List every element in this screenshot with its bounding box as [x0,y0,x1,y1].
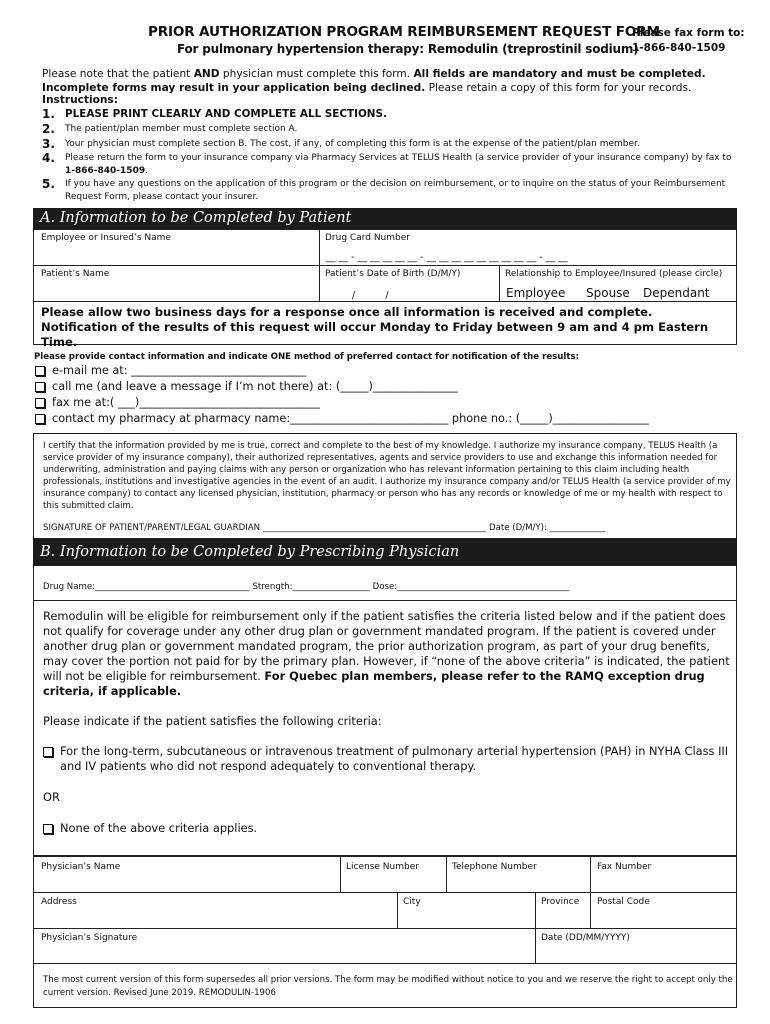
instruction-number: 4. [42,151,55,165]
divider [499,265,500,302]
instruction-item [42,178,742,204]
physician-signature-label: Physician’s Signature [41,933,138,943]
instruction-number: 5. [42,177,55,191]
instruction-text: PLEASE PRINT CLEARLY AND COMPLETE ALL SECTIONS. [65,108,387,120]
date-field[interactable] [536,945,736,963]
telephone-number-field[interactable] [447,873,589,891]
divider [33,892,737,893]
divider [33,928,737,929]
relationship-dependant-option[interactable]: Dependant [643,286,710,300]
relationship-employee-option[interactable]: Employee [506,286,566,300]
instruction-number: 3. [42,137,55,151]
footer-text: The most current version of this form supersedes all prior versions. The form may be modified without notice to you and we reserve the right to accept only the current version. Revised June 2019. REMODULIN-1906 [43,975,733,998]
instruction-text: Your physician must complete section B. The cost, if any, of completing this form is at the expense of the patient/plan member. [65,139,640,149]
contact-option-fax[interactable] [35,396,320,409]
intro-note-d: Please retain a copy of this form for your records. [425,82,692,94]
city-field[interactable] [398,909,534,927]
drug-card-field[interactable]: __ __ - __ __ __ __ __ - __ __ __ __ __ __ __ __ __ - __ __ [326,252,568,263]
drug-card-label: Drug Card Number [325,233,410,243]
divider [319,229,320,302]
instruction-item [42,108,742,121]
or-label: OR [43,790,60,804]
relationship-spouse-option[interactable]: Spouse [586,286,630,300]
telephone-number-label: Telephone Number [452,862,537,872]
physician-signature-field[interactable] [34,945,534,963]
response-notice: Please allow two business days for a response once all information is received and complete. Notification of the results of this request will occur Monday to Friday between 9 am and 4 pm Eastern Time. [41,305,709,349]
intro-note-and: AND [193,68,220,80]
instruction-number: 2. [42,122,55,136]
relationship-label: Relationship to Employee/Insured (please circle) [505,269,723,279]
address-label: Address [41,897,77,907]
checkbox[interactable] [35,366,45,376]
fax-number: 1-866-840-1509 [632,42,726,54]
checkbox[interactable] [43,747,53,757]
instruction-text: If you have any questions on the application of this program or the decision on reimbursement, or to inquire on the status of your Reimbursement Request Form, please contact your insurer. [65,179,726,202]
checkbox[interactable] [35,382,45,392]
instruction-item [42,123,742,136]
intro-note-c: All fields are mandatory and must be completed. Incomplete forms may result in your application being declined. [42,68,706,94]
fax-number-field[interactable] [591,873,736,891]
postal-code-field[interactable] [591,909,736,927]
criterion-1[interactable] [43,744,733,774]
date-label: Date (DD/MM/YYYY) [541,933,630,943]
contact-option-phone[interactable] [35,380,458,393]
contact-prompt: Please provide contact information and indicate ONE method of preferred contact for notification of the results: [34,352,580,362]
certification-text: I certify that the information provided by me is true, correct and complete to the best of my knowledge. I authorize my insurance company, TELUS Health (a service provider of my insurance company), their authorized representatives, agents and service providers to use and exchange this information needed for underwriting, administration and paying claims with any person or organization who has relevant information pertaining to this claim including health professionals, institutions and investigative agencies in the event of an audit. I authorize my insurance company and/or TELUS Health (a service provider of my insurance company) to contact any licensed physician, institution, pharmacy or person who has any records or knowledge of me or my health with respect to this submitted claim. [43,441,731,511]
contact-option-label: fax me at:( ___)________________________________ [52,396,320,409]
instruction-item [42,138,742,151]
instruction-item [42,152,742,178]
physician-name-field[interactable] [34,873,339,891]
contact-option-label: call me (and leave a message if I’m not there) at: (_____)_______________ [52,380,458,393]
dob-field[interactable]: / / [352,290,389,301]
dob-label: Patient’s Date of Birth (D/M/Y) [325,269,461,279]
divider [33,265,737,266]
license-number-field[interactable] [341,873,445,891]
instructions-heading: Instructions: [42,94,118,106]
contact-option-pharmacy[interactable] [35,412,649,425]
instruction-text [65,152,742,178]
fax-label: Please fax form to: [632,27,745,39]
employee-name-field[interactable] [34,243,318,264]
eligibility-text [43,609,733,699]
eligibility-text-main: Remodulin will be eligible for reimbursement only if the patient satisfies the criteria listed below and if the patient does not qualify for coverage under any other drug plan or government mandated program. If the patient is covered under another drug plan or government mandated program, the prior authorization program, as part of your drug benefits, may cover the portion not paid for by the primary plan. However, if “none of the above criteria” is indicated, the patient will not be eligible for reimbursement. [43,609,730,683]
fax-number-label: Fax Number [597,862,652,872]
quebec-note: For Quebec plan members, please refer to the RAMQ exception drug criteria, if applicable. [43,669,705,698]
intro-note-a: Please note that the patient [42,68,194,80]
physician-name-label: Physician’s Name [41,862,121,872]
contact-option-label: e-mail me at: _______________________________ [52,364,307,377]
patient-signature-line[interactable]: SIGNATURE OF PATIENT/PARENT/LEGAL GUARDIAN ____________________________________________________ Date (D/M/Y): _____________ [43,523,606,533]
address-field[interactable] [34,909,396,927]
form-subtitle: For pulmonary hypertension therapy: Remodulin (treprostinil sodium) [177,42,639,56]
instruction-text-after: . [145,166,148,176]
contact-option-label: contact my pharmacy at pharmacy name:____________________________ phone no.: (_____)_________________ [52,412,649,425]
instruction-text-main: Please return the form to your insurance company via Pharmacy Services at TELUS Health (a service provider of your insurance company) by fax to [65,153,732,163]
province-field[interactable] [536,909,589,927]
license-number-label: License Number [346,862,419,872]
criterion-1-text: For the long-term, subcutaneous or intravenous treatment of pulmonary arterial hypertension (PAH) in NYHA Class III and IV patients who did not respond adequately to conventional therapy. [60,744,729,773]
postal-code-label: Postal Code [597,897,650,907]
criteria-prompt: Please indicate if the patient satisfies the following criteria: [43,714,382,728]
patient-name-label: Patient’s Name [41,269,110,279]
checkbox[interactable] [35,414,45,424]
instruction-text: The patient/plan member must complete section A. [65,124,298,134]
intro-note [42,67,742,95]
checkbox[interactable] [35,398,45,408]
instruction-number: 1. [42,107,55,121]
section-a-heading: A. Information to be Completed by Patient [33,208,737,229]
form-title: PRIOR AUTHORIZATION PROGRAM REIMBURSEMENT REQUEST FORM [148,24,660,40]
instruction-fax-number: 1-866-840-1509 [65,166,146,176]
criterion-none[interactable] [43,821,257,835]
drug-info-line[interactable]: Drug Name:____________________________________ Strength:__________________ Dose:________________________________________ [43,582,570,592]
section-b-heading: B. Information to be Completed by Prescribing Physician [33,539,737,565]
employee-name-label: Employee or Insured’s Name [41,233,171,243]
checkbox[interactable] [43,824,53,834]
contact-option-email[interactable] [35,364,306,377]
criterion-none-text: None of the above criteria applies. [60,821,258,835]
city-label: City [403,897,421,907]
province-label: Province [541,897,580,907]
patient-name-field[interactable] [34,280,318,301]
intro-note-b: physician must complete this form. [219,68,414,80]
